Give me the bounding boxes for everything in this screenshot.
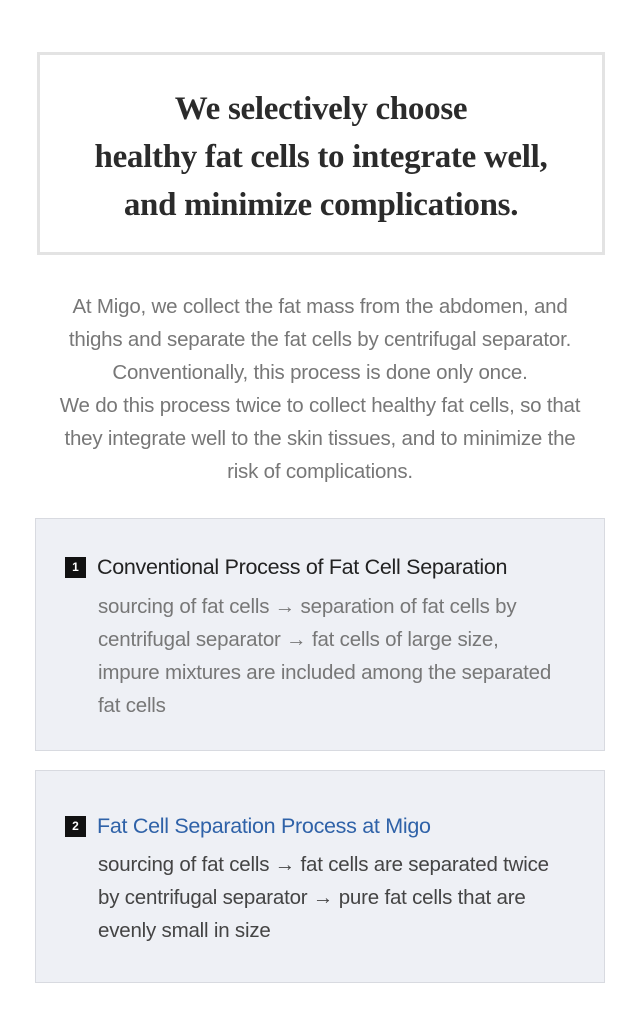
headline [40,55,602,229]
description-line: by centrifugal separator → pure fat cells that are [98,886,526,909]
panel-description [98,848,588,947]
step-number-badge: 1 [65,557,86,578]
conventional-process-panel [35,518,605,751]
description-line: impure mixtures are included among the separated [98,661,552,684]
intro-line: risk of complications. [227,460,413,483]
description-line: evenly small in size [98,919,271,942]
intro-line: We do this process twice to collect healthy fat cells, so that [59,394,581,417]
panel-title: Fat Cell Separation Process at Migo [97,814,431,838]
description-line: centrifugal separator → fat cells of large size, [98,628,499,651]
intro-line: At Migo, we collect the fat mass from the abdomen, and [72,295,568,318]
description-line: sourcing of fat cells → separation of fat cells by [98,595,517,618]
description-line: sourcing of fat cells → fat cells are separated twice [98,853,549,876]
panel-heading [65,814,431,839]
intro-paragraph [20,290,620,488]
headline-line: healthy fat cells to integrate well, [94,139,548,175]
headline-line: and minimize complications. [123,187,519,223]
headline-line: We selectively choose [174,91,468,127]
intro-line: they integrate well to the skin tissues, and to minimize the [64,427,576,450]
intro-line: thighs and separate the fat cells by centrifugal separator. [68,328,572,351]
intro-line: Conventionally, this process is done only once. [112,361,528,384]
panel-heading [65,555,507,580]
step-number-badge: 2 [65,816,86,837]
headline-box [37,52,605,255]
panel-description [98,590,588,722]
description-line: fat cells [98,694,166,717]
panel-title: Conventional Process of Fat Cell Separation [97,555,508,579]
migo-process-panel [35,770,605,983]
